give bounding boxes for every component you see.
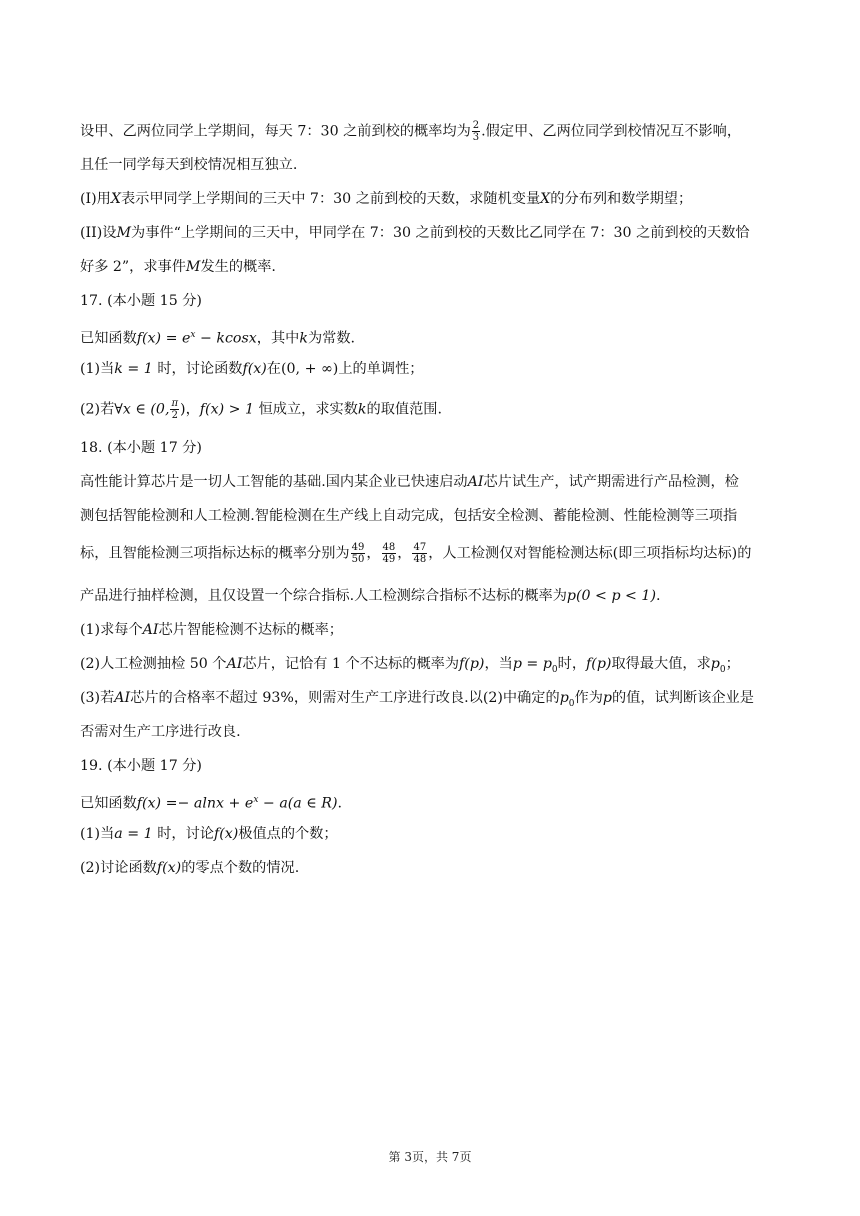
text: (2)讨论函数 — [80, 860, 157, 876]
frac-num: π — [171, 398, 179, 409]
q18-part-3-cont — [80, 722, 241, 742]
text: (1)当 — [80, 361, 115, 377]
q17-heading — [80, 291, 202, 311]
text: (2)若 — [80, 401, 115, 418]
q16-line-1 — [80, 120, 741, 143]
math: M — [185, 259, 201, 275]
text: ， — [397, 545, 412, 562]
q16-part-2 — [80, 223, 750, 243]
text: ， — [366, 545, 381, 562]
text: 的分布列和数学期望； — [550, 191, 693, 207]
text: 已知函数 — [80, 795, 137, 812]
math: ) — [180, 401, 186, 418]
text: 标，且智能检测三项指标达标的概率分别为 — [80, 545, 350, 562]
text: ， — [185, 401, 200, 418]
math: M — [116, 225, 131, 241]
math: f(x) — [156, 860, 182, 876]
text: .假定甲、乙两位同学到校情况互不影响， — [481, 123, 742, 140]
text: (2)人工检测抽检 50 个 — [80, 656, 227, 672]
frac-num: 48 — [382, 542, 396, 553]
frac-num: 2 — [472, 120, 480, 131]
q18-stem-3 — [80, 542, 751, 565]
math: p — [710, 656, 720, 672]
math-sub: 0 — [551, 664, 558, 675]
text: 上的单调性； — [338, 361, 424, 377]
q16-part-2-cont — [80, 257, 276, 277]
math: k — [299, 330, 308, 347]
text: 为常数. — [307, 330, 356, 347]
text: 19. (本小题 17 分) — [80, 758, 202, 774]
math: AI — [467, 474, 484, 490]
q17-stem — [80, 325, 355, 349]
text: 取得最大值，求 — [611, 656, 711, 672]
text: ； — [725, 656, 740, 672]
text: 的取值范围. — [366, 401, 442, 418]
text: 时， — [557, 656, 587, 672]
text: 高性能计算芯片是一切人工智能的基础.国内某企业已快速启动 — [80, 474, 468, 490]
q16-part-1 — [80, 189, 692, 209]
q18-stem-1 — [80, 472, 739, 492]
math: ∀x ∈ (0, — [114, 401, 170, 418]
math: AI — [226, 656, 243, 672]
text: 已知函数 — [80, 330, 137, 347]
fraction — [382, 542, 397, 565]
math: k = 1 — [114, 361, 153, 377]
text: 发生的概率. — [200, 259, 276, 275]
math: k — [357, 401, 367, 418]
math: − a(a ∈ R) — [258, 795, 338, 812]
math: a = 1 — [114, 826, 153, 842]
fraction — [170, 398, 179, 421]
math: p — [559, 690, 569, 706]
text: 恒成立，求实数 — [254, 401, 358, 418]
text: 且任一同学每天到校情况相互独立. — [80, 157, 298, 173]
text: 芯片试生产，试产期需进行产品检测，检 — [483, 474, 739, 490]
text: ，人工检测仅对智能检测达标(即三项指标均达标)的 — [428, 545, 752, 562]
fraction — [351, 542, 366, 565]
math: p = p — [512, 656, 552, 672]
math: (0, + ∞) — [281, 361, 339, 377]
math: − kcosx — [195, 330, 257, 347]
math: X — [540, 191, 551, 207]
q19-stem — [80, 790, 342, 814]
q19-part-2 — [80, 858, 299, 878]
q18-heading — [80, 438, 202, 458]
math: f(x) =− alnx + e — [136, 795, 254, 812]
text: 否需对生产工序进行改良. — [80, 724, 241, 740]
frac-den: 50 — [351, 554, 365, 565]
text: . — [337, 795, 343, 812]
math: f(x) > 1 — [199, 401, 255, 418]
text: ，当 — [484, 656, 513, 672]
math: X — [110, 191, 121, 207]
text: (I)用 — [80, 191, 111, 207]
math: f(x) — [213, 826, 239, 842]
text: . — [656, 588, 661, 604]
text: 的值，试判断该企业是 — [612, 690, 754, 706]
math: p(0 < p < 1) — [566, 588, 656, 604]
text: 好多 2”，求事件 — [80, 259, 186, 275]
text: (3)若 — [80, 690, 115, 706]
text: (1)当 — [80, 826, 115, 842]
text: 作为 — [574, 690, 603, 706]
page-footer — [0, 1148, 860, 1165]
text: 时，讨论函数 — [152, 361, 243, 377]
frac-den: 48 — [413, 554, 427, 565]
text: 的零点个数的情况. — [181, 860, 300, 876]
q19-part-1 — [80, 824, 338, 844]
math: f(p) — [586, 656, 612, 672]
math: f(x) — [242, 361, 267, 377]
q19-heading — [80, 756, 202, 776]
q18-stem-4 — [80, 586, 661, 606]
math: f(x) = e — [136, 330, 191, 347]
text: 芯片的合格率不超过 93%，则需对生产工序进行改良.以(2)中确定的 — [130, 690, 560, 706]
math-sub: 0 — [719, 664, 726, 675]
q18-part-2 — [80, 654, 740, 680]
q16-line-2 — [80, 155, 297, 175]
text: 为事件“上学期间的三天中，甲同学在 7：30 之前到校的天数比乙同学在 7：30 之前到校的天数恰 — [131, 225, 750, 241]
text: 表示甲同学上学期间的三天中 7：30 之前到校的天数，求随机变量 — [120, 191, 541, 207]
q18-stem-2 — [80, 506, 737, 526]
frac-num: 47 — [413, 542, 427, 553]
frac-den: 3 — [472, 132, 480, 143]
text: ，其中 — [256, 330, 300, 347]
text: 极值点的个数； — [238, 826, 338, 842]
math: AI — [114, 690, 131, 706]
math-sup: x — [190, 330, 196, 340]
text: 芯片智能检测不达标的概率； — [158, 622, 343, 638]
q17-part-1 — [80, 359, 423, 379]
q18-part-3 — [80, 688, 754, 714]
math: AI — [142, 622, 159, 638]
math-sup: x — [253, 795, 259, 805]
text: 设甲、乙两位同学上学期间，每天 7：30 之前到校的概率均为 — [80, 123, 471, 140]
text: 芯片，记恰有 1 个不达标的概率为 — [242, 656, 460, 672]
text: (1)求每个 — [80, 622, 143, 638]
math: f(p) — [459, 656, 485, 672]
text: 产品进行抽样检测，且仅设置一个综合指标.人工检测综合指标不达标的概率为 — [80, 588, 567, 604]
text: 在 — [266, 361, 281, 377]
frac-num: 49 — [351, 542, 365, 553]
q18-part-1 — [80, 620, 343, 640]
math-sub: 0 — [568, 698, 575, 709]
text: 18. (本小题 17 分) — [80, 440, 202, 456]
frac-den: 2 — [171, 410, 178, 421]
fraction — [472, 120, 480, 143]
text: (II)设 — [80, 225, 117, 241]
fraction — [412, 542, 427, 565]
page-number: 第 3页，共 7页 — [388, 1150, 472, 1164]
frac-den: 49 — [382, 554, 396, 565]
text: 17. (本小题 15 分) — [80, 293, 202, 309]
math: p — [602, 690, 612, 706]
q17-part-2 — [80, 398, 442, 421]
text: 测包括智能检测和人工检测.智能检测在生产线上自动完成，包括安全检测、蓄能检测、性能检测等三项指 — [80, 508, 738, 524]
text: 时，讨论 — [152, 826, 214, 842]
